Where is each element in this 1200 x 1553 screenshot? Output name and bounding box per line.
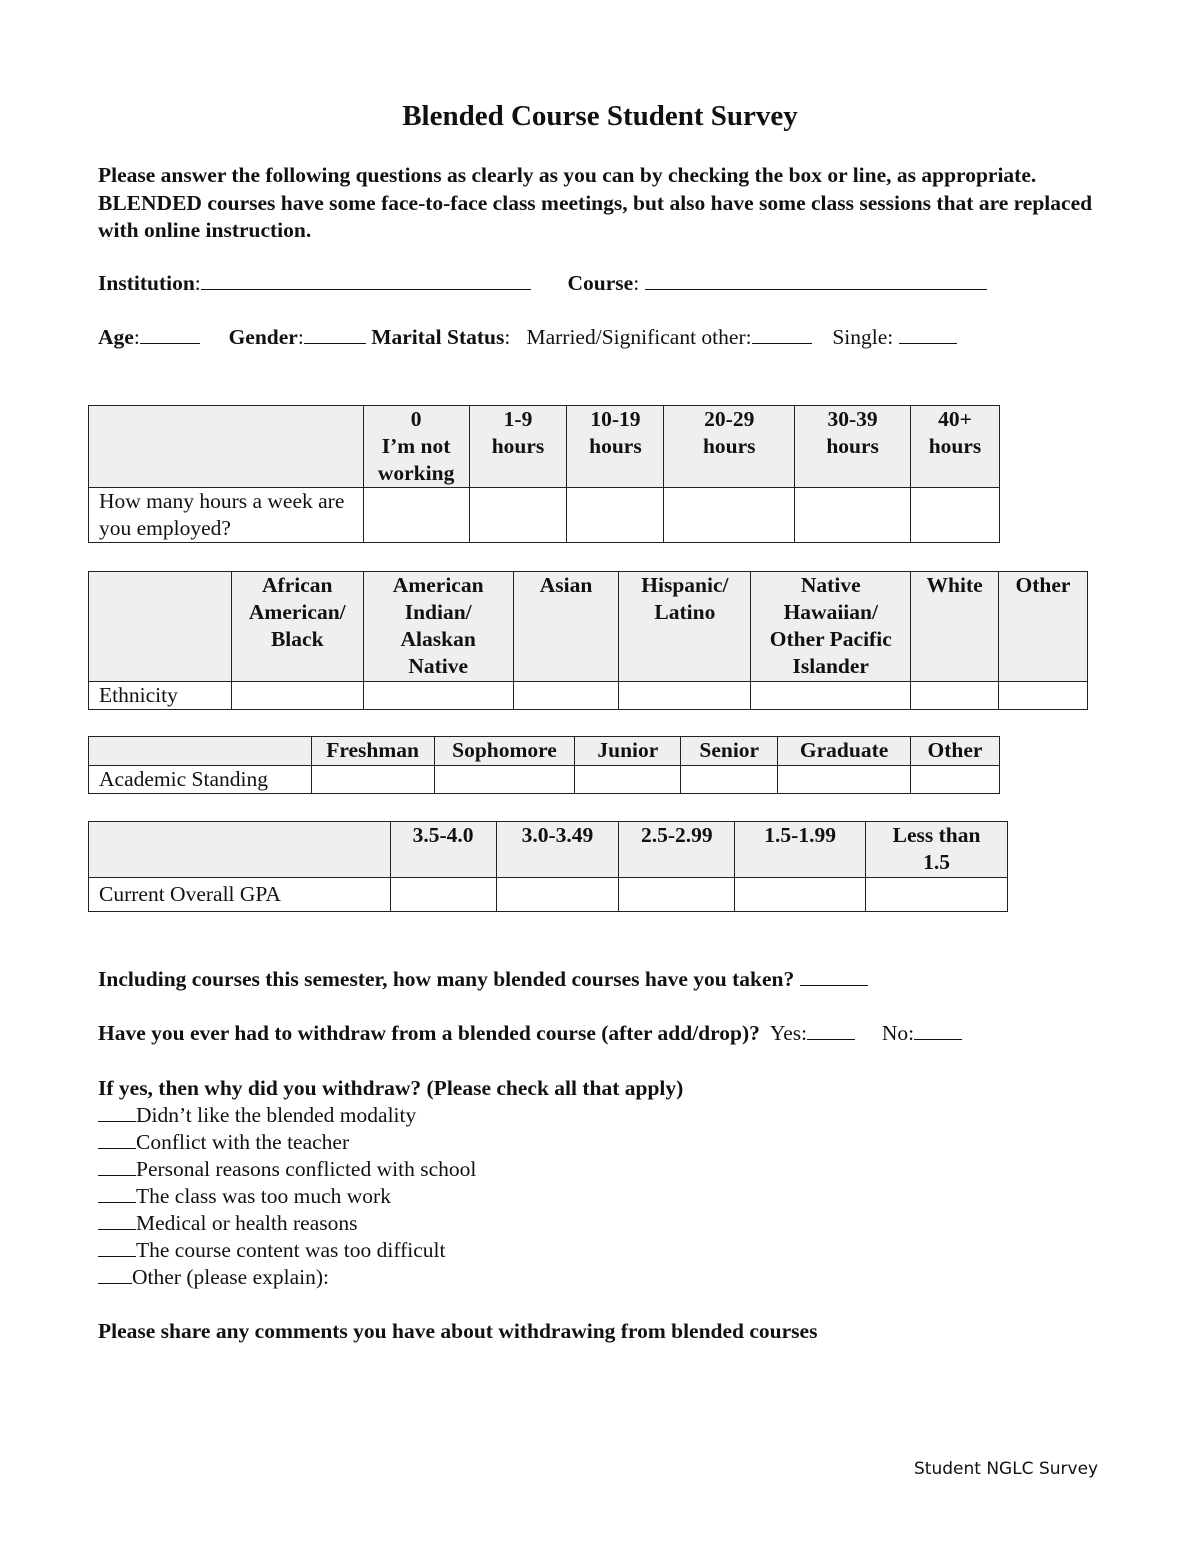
standing-header-senior: Senior [681, 737, 778, 766]
hours-header-30-39: 30-39 hours [795, 406, 911, 488]
hours-row-label: How many hours a week are you employed? [89, 488, 364, 543]
list-item [98, 1129, 476, 1156]
standing-header-freshman: Freshman [311, 737, 434, 766]
checkbox-cell[interactable] [735, 878, 866, 912]
course-label: Course [567, 271, 634, 295]
header-blank-cell [89, 406, 364, 488]
institution-course-row: Institution: Course: [98, 271, 987, 296]
gpa-header-less-than-1-5: Less than 1.5 [866, 822, 1008, 878]
blended-count-question-row [98, 967, 868, 992]
gpa-table [88, 821, 1008, 912]
gpa-header-2-5-2-99: 2.5-2.99 [619, 822, 735, 878]
checkbox-cell[interactable] [363, 682, 513, 710]
checkbox-cell[interactable] [567, 488, 664, 543]
checkbox-cell[interactable] [619, 878, 735, 912]
checkbox-line[interactable] [98, 1130, 136, 1149]
employment-hours-table [88, 405, 1000, 543]
ethnicity-header-white: White [911, 572, 999, 682]
age-label: Age [98, 325, 134, 349]
ethnicity-header-hispanic: Hispanic/ Latino [619, 572, 751, 682]
single-label: Single: [832, 325, 894, 349]
list-item [98, 1237, 476, 1264]
demographics-row: Age: Gender: Marital Status: Married/Significant other: Single: [98, 325, 957, 350]
checkbox-cell[interactable] [231, 682, 363, 710]
ethnicity-header-american-indian: American Indian/ Alaskan Native [363, 572, 513, 682]
checkbox-line[interactable] [98, 1211, 136, 1230]
yes-label: Yes: [769, 1021, 808, 1045]
blended-count-field[interactable] [800, 967, 868, 986]
withdraw-question: Have you ever had to withdraw from a blended course (after add/drop)? [98, 1021, 760, 1045]
checkbox-line[interactable] [98, 1184, 136, 1203]
survey-instructions: Please answer the following questions as clearly as you can by checking the box or line, as appropriate. BLENDED courses have some face-to-face class meetings, but also have some class sessions that are replaced with online instruction. [98, 163, 1093, 242]
blended-count-question: Including courses this semester, how many blended courses have you taken? [98, 967, 795, 991]
marital-status-label: Marital Status [371, 325, 505, 349]
gpa-header-1-5-1-99: 1.5-1.99 [735, 822, 866, 878]
checkbox-cell[interactable] [911, 488, 1000, 543]
reason-label: Medical or health reasons [136, 1211, 358, 1235]
list-item [98, 1210, 476, 1237]
standing-header-graduate: Graduate [778, 737, 911, 766]
checkbox-cell[interactable] [866, 878, 1008, 912]
institution-field[interactable] [201, 271, 531, 290]
ethnicity-row-label: Ethnicity [89, 682, 232, 710]
hours-header-10-19: 10-19 hours [567, 406, 664, 488]
reason-label: Personal reasons conflicted with school [136, 1157, 477, 1181]
single-field[interactable] [899, 325, 957, 344]
checkbox-cell[interactable] [664, 488, 795, 543]
comments-heading [98, 1319, 817, 1344]
standing-header-sophomore: Sophomore [434, 737, 575, 766]
checkbox-cell[interactable] [496, 878, 619, 912]
hours-header-0: 0 I’m not working [363, 406, 469, 488]
ethnicity-header-african-american: African American/ Black [231, 572, 363, 682]
page-title: Blended Course Student Survey [402, 100, 798, 132]
reason-label: Conflict with the teacher [136, 1130, 350, 1154]
gpa-header-3-5-4-0: 3.5-4.0 [390, 822, 496, 878]
page-footer: Student NGLC Survey [914, 1459, 1099, 1479]
list-item [98, 1264, 476, 1291]
comments-prompt: Please share any comments you have about withdrawing from blended courses [98, 1319, 818, 1343]
ethnicity-header-native-hawaiian: Native Hawaiian/ Other Pacific Islander [751, 572, 911, 682]
ethnicity-table [88, 571, 1088, 710]
withdraw-question-row [98, 1021, 962, 1046]
header-blank-cell [89, 822, 391, 878]
list-item [98, 1102, 476, 1129]
checkbox-line[interactable] [98, 1157, 136, 1176]
checkbox-line[interactable] [98, 1238, 136, 1257]
hours-header-40-plus: 40+ hours [911, 406, 1000, 488]
gpa-row-label: Current Overall GPA [89, 878, 391, 912]
reason-label: The course content was too difficult [136, 1238, 446, 1262]
married-field[interactable] [752, 325, 812, 344]
standing-header-other: Other [911, 737, 1000, 766]
checkbox-cell[interactable] [681, 766, 778, 794]
checkbox-cell[interactable] [311, 766, 434, 794]
yes-field[interactable] [807, 1021, 855, 1040]
reason-label: The class was too much work [136, 1184, 391, 1208]
why-withdraw-heading [98, 1076, 683, 1101]
checkbox-cell[interactable] [390, 878, 496, 912]
ethnicity-header-asian: Asian [513, 572, 619, 682]
standing-row-label: Academic Standing [89, 766, 312, 794]
checkbox-cell[interactable] [363, 488, 469, 543]
gender-field[interactable] [304, 325, 366, 344]
gpa-header-3-0-3-49: 3.0-3.49 [496, 822, 619, 878]
checkbox-cell[interactable] [469, 488, 567, 543]
checkbox-line[interactable] [98, 1103, 136, 1122]
reason-label: Didn’t like the blended modality [136, 1103, 417, 1127]
header-blank-cell [89, 572, 232, 682]
checkbox-line[interactable] [98, 1265, 132, 1284]
married-label: Married/Significant other: [526, 325, 752, 349]
why-withdraw-question: If yes, then why did you withdraw? (Please check all that apply) [98, 1076, 684, 1100]
list-item [98, 1183, 476, 1210]
hours-header-1-9: 1-9 hours [469, 406, 567, 488]
header-blank-cell [89, 737, 312, 766]
reason-label: Other (please explain): [132, 1265, 329, 1289]
hours-header-20-29: 20-29 hours [664, 406, 795, 488]
no-field[interactable] [914, 1021, 962, 1040]
gender-label: Gender [228, 325, 298, 349]
checkbox-cell[interactable] [795, 488, 911, 543]
checkbox-cell[interactable] [575, 766, 681, 794]
checkbox-cell[interactable] [434, 766, 575, 794]
withdraw-reasons-list [98, 1102, 476, 1291]
age-field[interactable] [140, 325, 200, 344]
checkbox-cell[interactable] [911, 766, 1000, 794]
institution-label: Institution [98, 271, 195, 295]
academic-standing-table [88, 736, 1000, 794]
checkbox-cell[interactable] [513, 682, 619, 710]
ethnicity-header-other: Other [999, 572, 1088, 682]
checkbox-cell[interactable] [778, 766, 911, 794]
standing-header-junior: Junior [575, 737, 681, 766]
checkbox-cell[interactable] [999, 682, 1088, 710]
no-label: No: [881, 1021, 915, 1045]
list-item [98, 1156, 476, 1183]
checkbox-cell[interactable] [911, 682, 999, 710]
checkbox-cell[interactable] [619, 682, 751, 710]
checkbox-cell[interactable] [751, 682, 911, 710]
course-field[interactable] [645, 271, 987, 290]
